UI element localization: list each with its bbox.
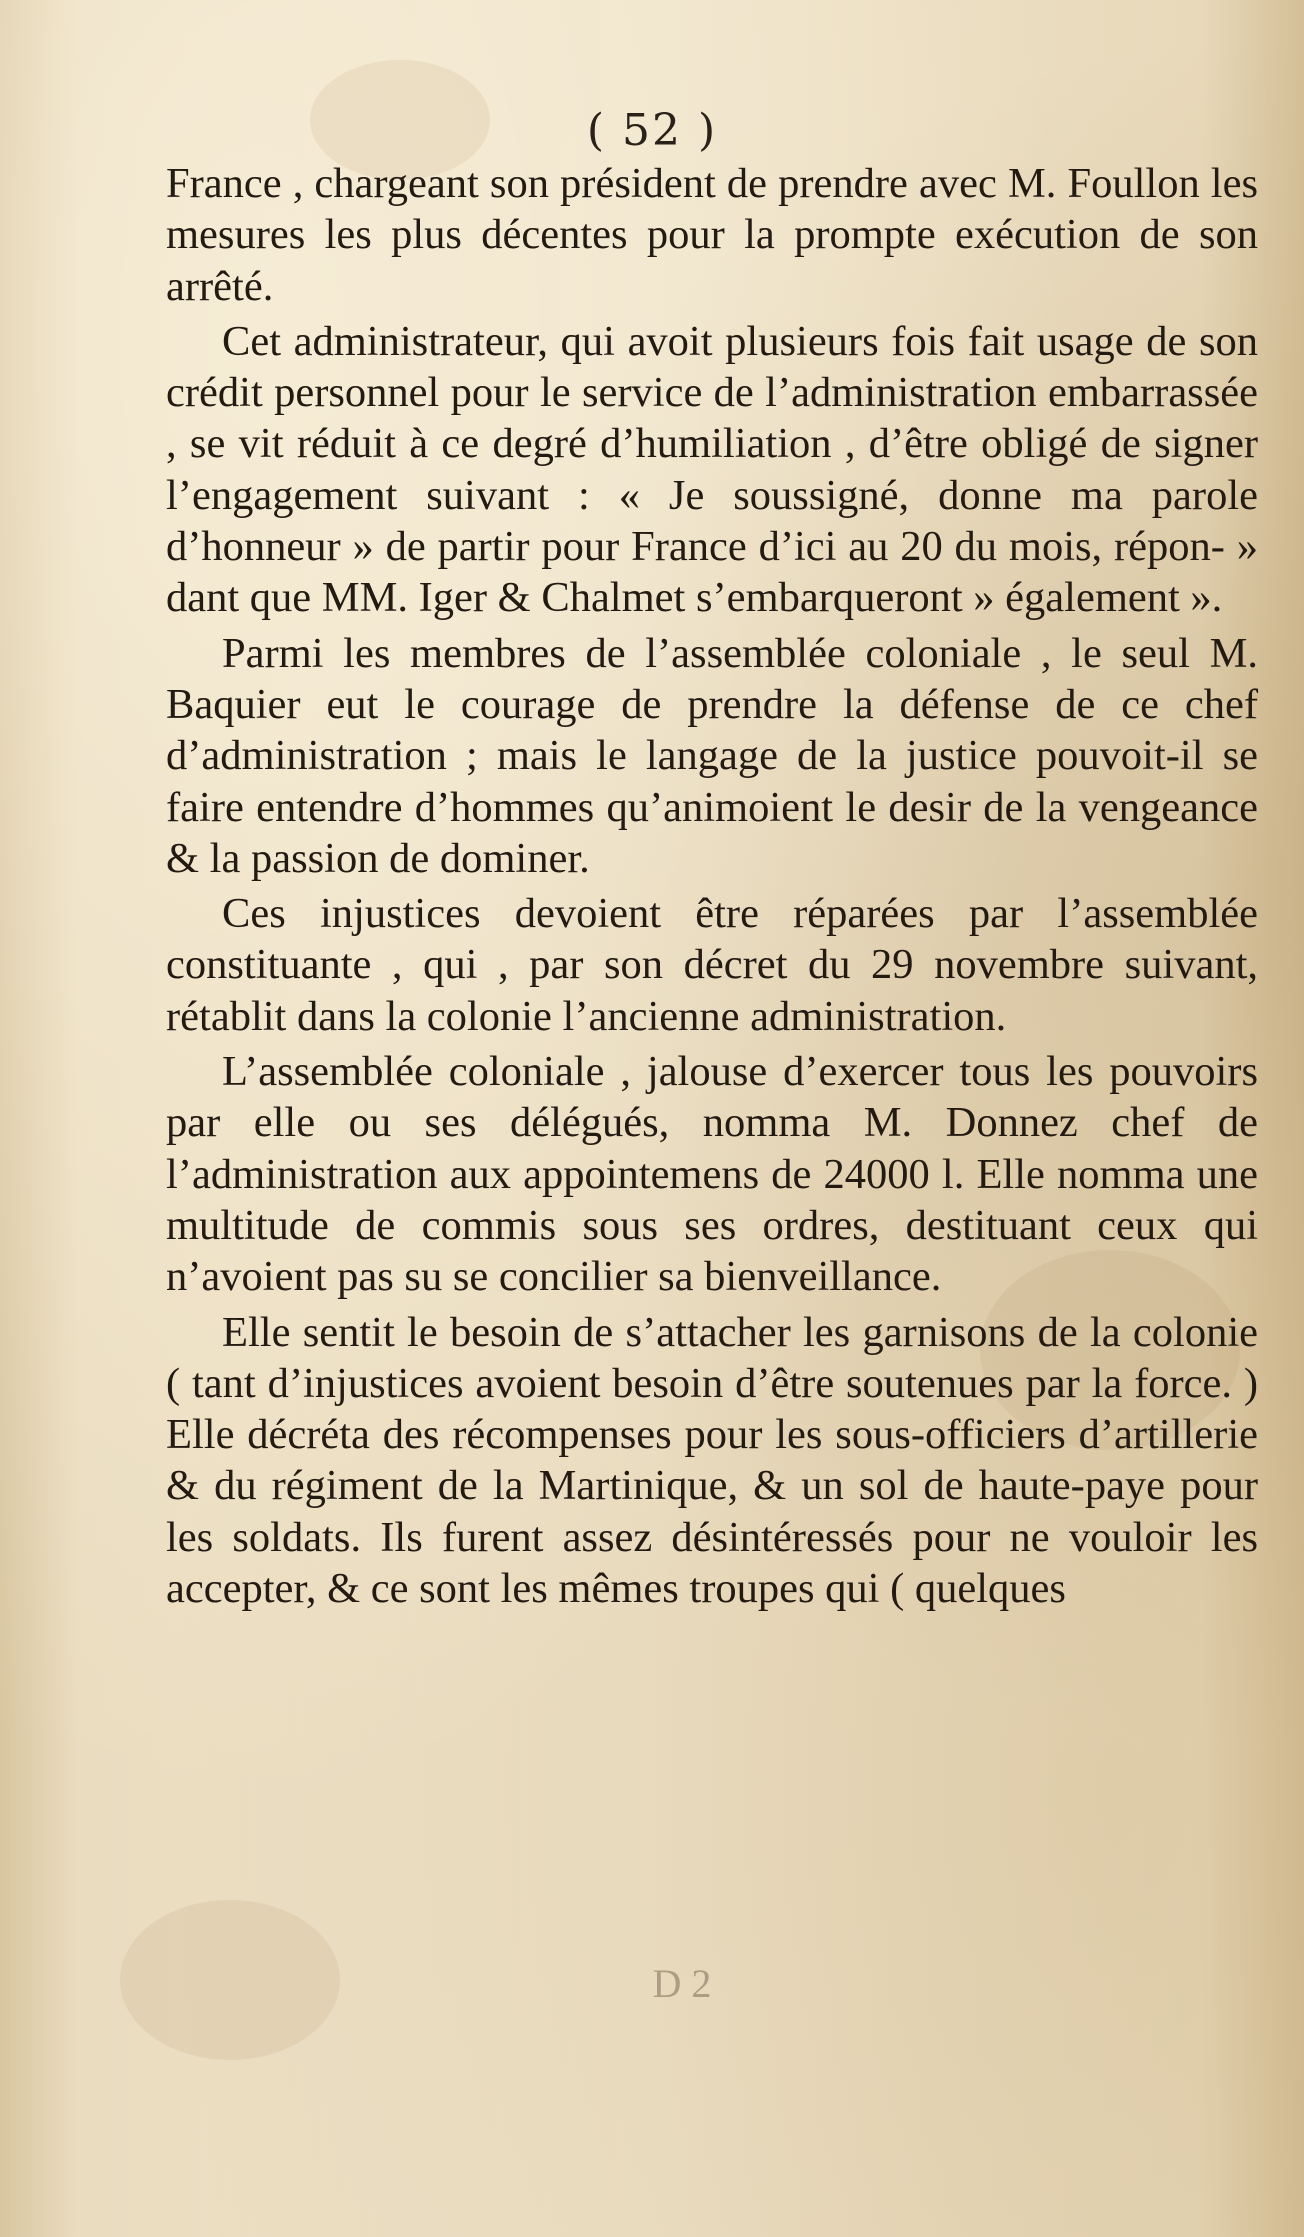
paragraph-5: L’assemblée coloniale , jalouse d’exercer tous les pouvoirs par elle ou ses délégués, nomma M. Donnez chef de l’administration aux appointemens de 24000 l. Elle nomma une multitude de commis sous ses ordres, destituant ceux qui n’avoient pas su se concilier sa bienveillance. (166, 1048, 1258, 1301)
paragraph-4: Ces injustices devoient être réparées par l’assemblée constituante , qui , par son décret du 29 novembre suivant, rétablit dans la colonie l’ancienne administration. (166, 890, 1258, 1040)
page-number: ( 52 ) (586, 105, 718, 156)
signature-mark: D 2 (652, 1961, 712, 2006)
body-text (166, 158, 1258, 1614)
paragraph-2: Cet administrateur, qui avoit plusieurs fois fait usage de son crédit personnel pour le service de l’administration embarrassée , se vit réduit à ce degré d’humiliation , d’être obligé de signer l’engagement suivant : « Je soussigné, donne ma parole d’honneur » de partir pour France d’ici au 20 du mois, répon- » dant que MM. Iger & Chalmet s’embarqueront » également ». (166, 317, 1258, 622)
paragraph-6: Elle sentit le besoin de s’attacher les garnisons de la colonie ( tant d’injustices avoient besoin d’être soutenues par la force. ) Elle décréta des récompenses pour les sous-officiers d’artillerie & du régiment de la Martinique, & un sol de haute-paye pour les soldats. Ils furent assez désintéressés pour ne vouloir les accepter, & ce sont les mêmes troupes qui ( quelques (166, 1308, 1258, 1613)
paragraph-1: France , chargeant son président de prendre avec M. Foullon les mesures les plus décentes pour la prompte exécution de son arrêté. (166, 160, 1258, 310)
paragraph-3: Parmi les membres de l’assemblée coloniale , le seul M. Baquier eut le courage de prendre la défense de ce chef d’administration ; mais le langage de la justice pouvoit-il se faire entendre d’hommes qu’animoient le desir de la vengeance & la passion de dominer. (166, 629, 1258, 882)
